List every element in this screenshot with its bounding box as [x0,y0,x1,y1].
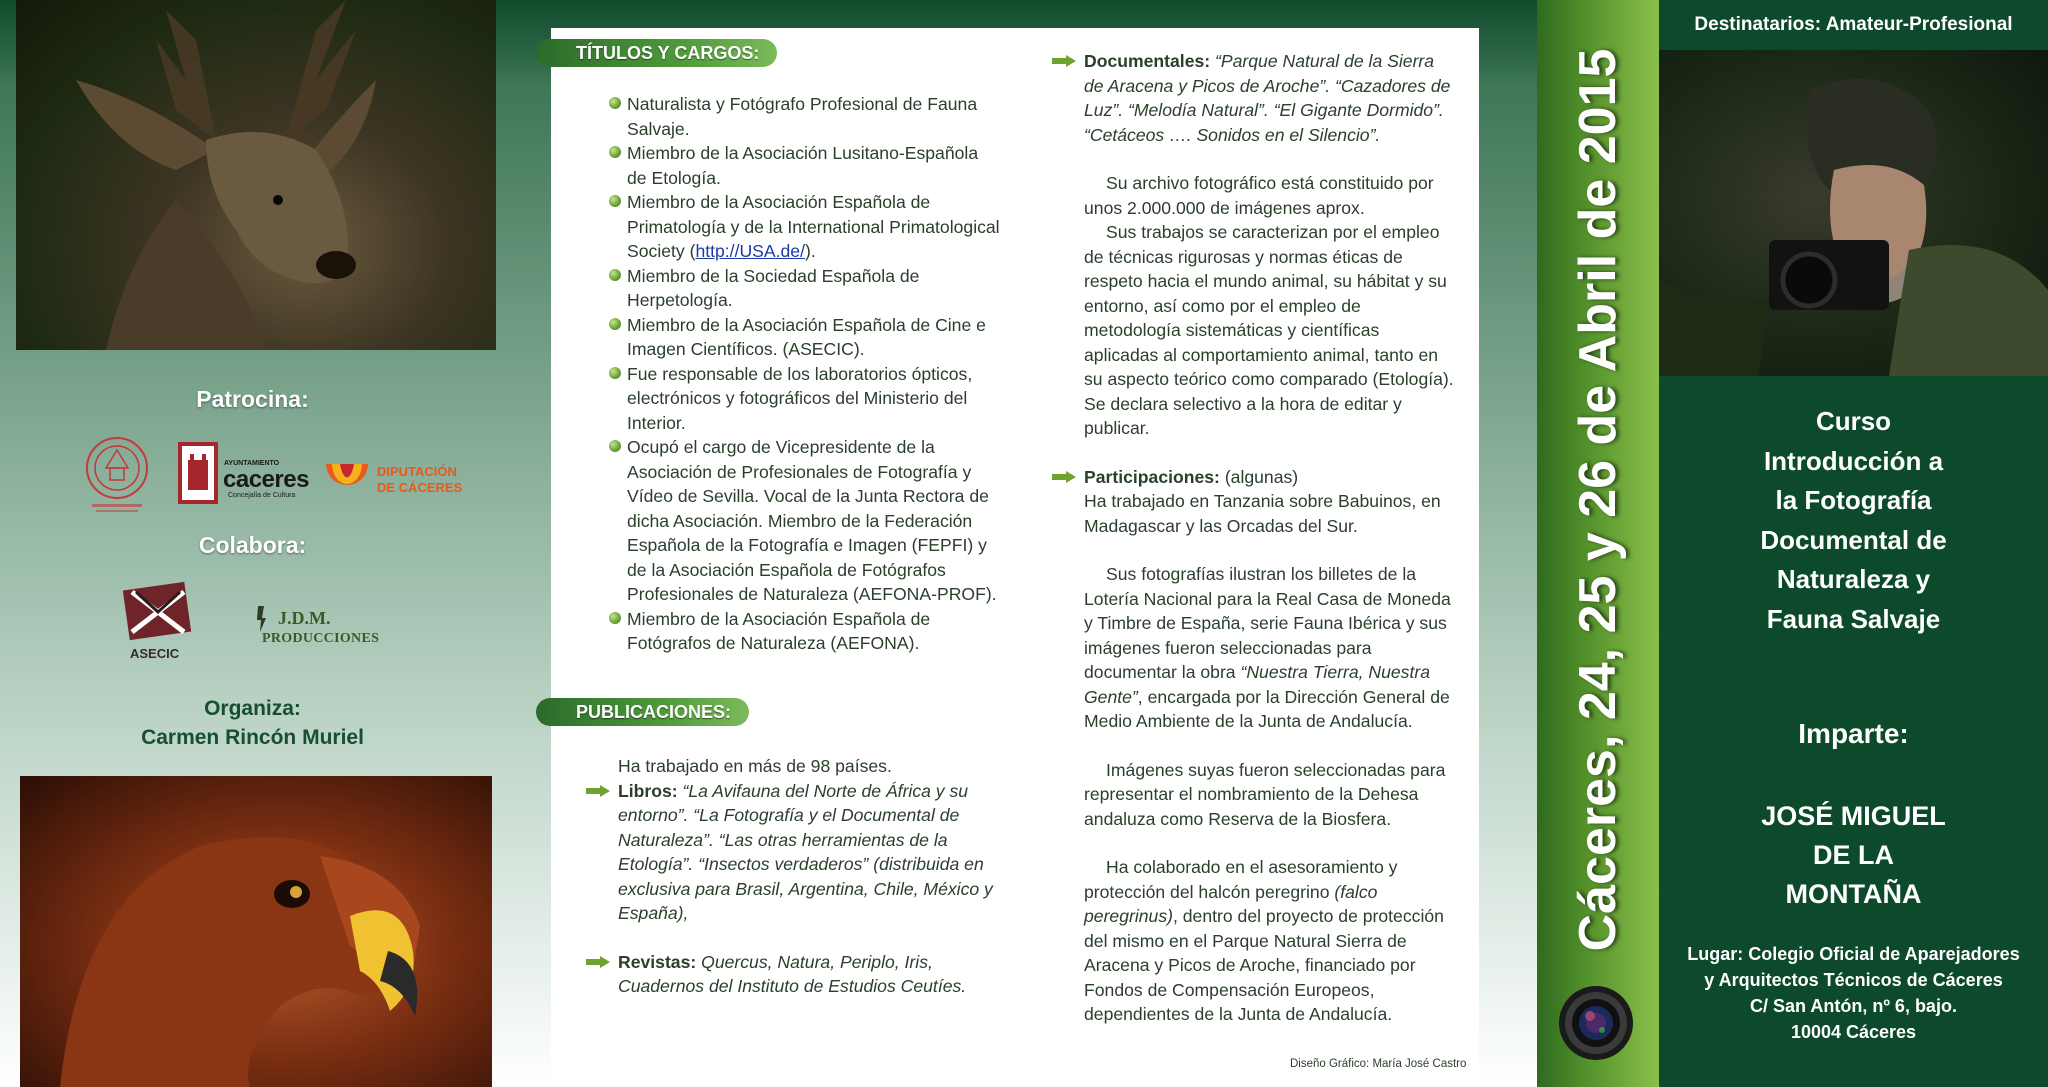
right-text-column [1084,49,1456,1027]
documentales-label: Documentales: [1084,51,1211,71]
list-item [609,264,1001,313]
asecic-logo [118,578,204,666]
bullet-icon [609,612,621,624]
date-strip [1537,0,1659,1087]
course-title-line: Naturaleza y [1776,564,1931,594]
ayuntamiento-caceres-logo [178,440,314,508]
bullet-icon [609,318,621,330]
imparte-label: Imparte: [1798,718,1909,749]
patrocina-label: Patrocina: [196,386,309,412]
documentales-item [1084,49,1456,147]
list-item-text: Ocupó el cargo de Vicepresidente de la Asociación de Profesionales de Fotografía y Vídeo de Sevilla. Vocal de la Junta Rectora de dicha Asociación. Miembro de la Federación Española de la Fotografía e Imagen (FEPFI) y de la Asociación Española de Fotógrafos Profesionales de Naturaleza (AEFONA-PROF). [627,437,997,604]
participaciones-label: Participaciones: [1084,466,1220,487]
bullet-icon [609,195,621,207]
location-block [1659,941,2048,1045]
trabajos-paragraph: Sus trabajos se caracterizan por el empleo de técnicas rigurosas y normas éticas de respeto hacia el mundo animal, su hábitat y su entorno, así como por el empleo de metodología sistemáticas y científicas aplicadas al comportamiento animal, tanto en su aspecto teórico como comparado (Etología). Se declara selectivo a la hora de editar y publicar. [1084,222,1454,438]
organizer-name: Carmen Rincón Muriel [141,726,364,749]
bullet-icon [609,367,621,379]
eagle-photo [20,776,492,1087]
list-item-text: Fue responsable de los laboratorios ópticos, electrónicos y fotográficos del Ministerio del Interior. [627,363,973,433]
teacher-name-line: JOSÉ MIGUEL [1761,801,1946,831]
list-item [609,141,1001,190]
arrow-right-icon [586,956,610,968]
course-title-line: Introducción a [1763,445,1944,476]
course-title-line: Documental de [1760,524,1947,555]
libros-text: “La Avifauna del Norte de África y su entorno”. “La Fotografía y el Documental de Naturaleza”. “Las otras herramientas de la Etología”. “Insectos verdaderos” (distribuida en exclusiva para Brasil, Argentina, Chile, México y España), [618,780,993,923]
destinatarios-label: Destinatarios: Amateur-Profesional [1694,14,2013,35]
revistas-text: Quercus, Natura, Periplo, Iris, Cuadernos del Instituto de Estudios Ceutíes. [618,951,967,996]
list-item-text: Miembro de la Asociación Lusitano-Española de Etología. [627,143,979,188]
bullet-icon [609,440,621,452]
asecic-text: ASECIC [130,646,180,661]
publicaciones-intro: Ha trabajado en más de 98 países. [618,756,892,776]
usa-link[interactable]: http://USA.de/ [695,241,805,261]
publicaciones-column [618,754,1000,999]
participaciones-text: Ha trabajado en Tanzania sobre Babuinos, en Madagascar y las Orcadas del Sur. [1084,491,1441,536]
link-tail-text: ). [805,241,816,261]
diputacion-text-2: DE CÁCERES [377,480,463,495]
organiza-label: Organiza: [204,697,301,720]
ayuntamiento-small-text: AYUNTAMIENTO [224,460,280,467]
jdm-producciones-logo [252,604,412,654]
arrow-right-icon [1052,471,1076,483]
archivo-paragraph: Su archivo fotográfico está constituido por unos 2.000.000 de imágenes aprox. [1084,173,1434,218]
revistas-item [618,950,1000,999]
bullet-icon [609,97,621,109]
list-item-text: Miembro de la Asociación Española de Fotógrafos de Naturaleza (AEFONA). [627,608,931,653]
titulos-heading: TÍTULOS Y CARGOS: [536,39,777,67]
participaciones-note: (algunas) [1224,466,1299,487]
list-item-text: Miembro de la Asociación Española de Primatología y de la International Primatological Society ( [627,192,1000,261]
diputacion-text-1: DIPUTACIÓN [377,464,457,479]
revistas-label: Revistas: [618,951,697,972]
location-line: 10004 Cáceres [1790,1022,1917,1042]
design-credit: Diseño Gráfico: María José Castro [1290,1058,1467,1070]
bullet-icon [609,269,621,281]
teacher-name-line: MONTAÑA [1785,879,1922,909]
course-title [1659,402,2048,639]
location-line: Lugar: Colegio Oficial de Aparejadores [1687,944,2020,964]
course-title-line: Curso [1815,406,1892,436]
left-panel [0,0,505,1087]
billetes-text-2: , encargada por la Dirección General de Medio Ambiente de la Junta de Andalucía. [1084,686,1450,731]
jdm-text: J.D.M. [278,608,331,628]
teacher-name-line: DE LA [1813,840,1894,870]
list-item [609,313,1001,362]
deer-photo [16,0,496,350]
billetes-paragraph [1084,562,1456,734]
halcon-paragraph [1084,855,1456,1027]
date-text: Cáceres, 24, 25 y 26 de Abril de 2015 [1569,48,1627,952]
location-line: y Arquitectos Técnicos de Cáceres [1704,970,2003,990]
teacher-name [1659,797,2048,914]
halcon-text-2: , dentro del proyecto de protección del mismo en el Parque Natural Sierra de Aracena y Picos de Aroche, financiado por Fondos de Compensación Europeos, dependientes de la Junta de Andalucía. [1084,906,1444,1024]
participaciones-item [1084,465,1456,490]
jdm-producciones-text: PRODUCCIONES [262,631,380,646]
photographer-photo [1659,50,2048,376]
list-item-text: Miembro de la Sociedad Española de Herpetología. [627,265,920,310]
arrow-right-icon [586,785,610,797]
diputacion-logo [322,450,464,500]
camera-lens-icon [1557,984,1635,1062]
list-item [609,607,1001,656]
location-line: C/ San Antón, nº 6, bajo. [1750,996,1957,1016]
colegio-logo [78,428,156,518]
colabora-label: Colabora: [198,532,307,558]
course-title-line: Fauna Salvaje [1766,603,1941,634]
list-item [609,435,1001,607]
titulos-list [609,92,1001,656]
arrow-right-icon [1052,55,1076,67]
list-item [609,92,1001,141]
list-item-text: Miembro de la Asociación Española de Cine e Imagen Científicos. (ASECIC). [627,314,986,359]
concejalia-text: Concejalía de Cultura [228,492,296,499]
titulos-column [609,92,1001,656]
billetes-text-1: Sus fotografías ilustran los billetes de la Lotería Nacional para la Real Casa de Moneda y Timbre de España, serie Fauna Ibérica y sus imágenes fueron seleccionadas para documentar la obra [1084,564,1451,682]
billetes-italic-text: “Nuestra Tierra, Nuestra Gente” [1084,662,1431,707]
libros-label: Libros: [618,780,678,801]
documentales-text: “Parque Natural de la Sierra de Aracena y Picos de Aroche”. “Cazadores de Luz”. “Melodía Natural”. “El Gigante Dormido”. “Cetáceos …. Sonidos en el Silencio”. [1084,51,1451,145]
libros-item [618,779,1000,926]
organiza-block [0,694,505,752]
list-item [609,362,1001,436]
dehesa-paragraph: Imágenes suyas fueron seleccionadas para representar el nombramiento de la Dehesa andaluza como Reserva de la Biosfera. [1084,759,1446,829]
course-title-line: la Fotografía [1775,485,1932,515]
caceres-logo-text: caceres [223,466,309,493]
halcon-text-1: Ha colaborado en el asesoramiento y protección del halcón peregrino [1084,857,1398,902]
list-item-text: Naturalista y Fotógrafo Profesional de Fauna Salvaje. [627,94,978,139]
publicaciones-heading: PUBLICACIONES: [536,698,749,726]
halcon-italic-text: (falco peregrinus) [1084,881,1378,926]
list-item [609,190,1001,264]
bullet-icon [609,146,621,158]
